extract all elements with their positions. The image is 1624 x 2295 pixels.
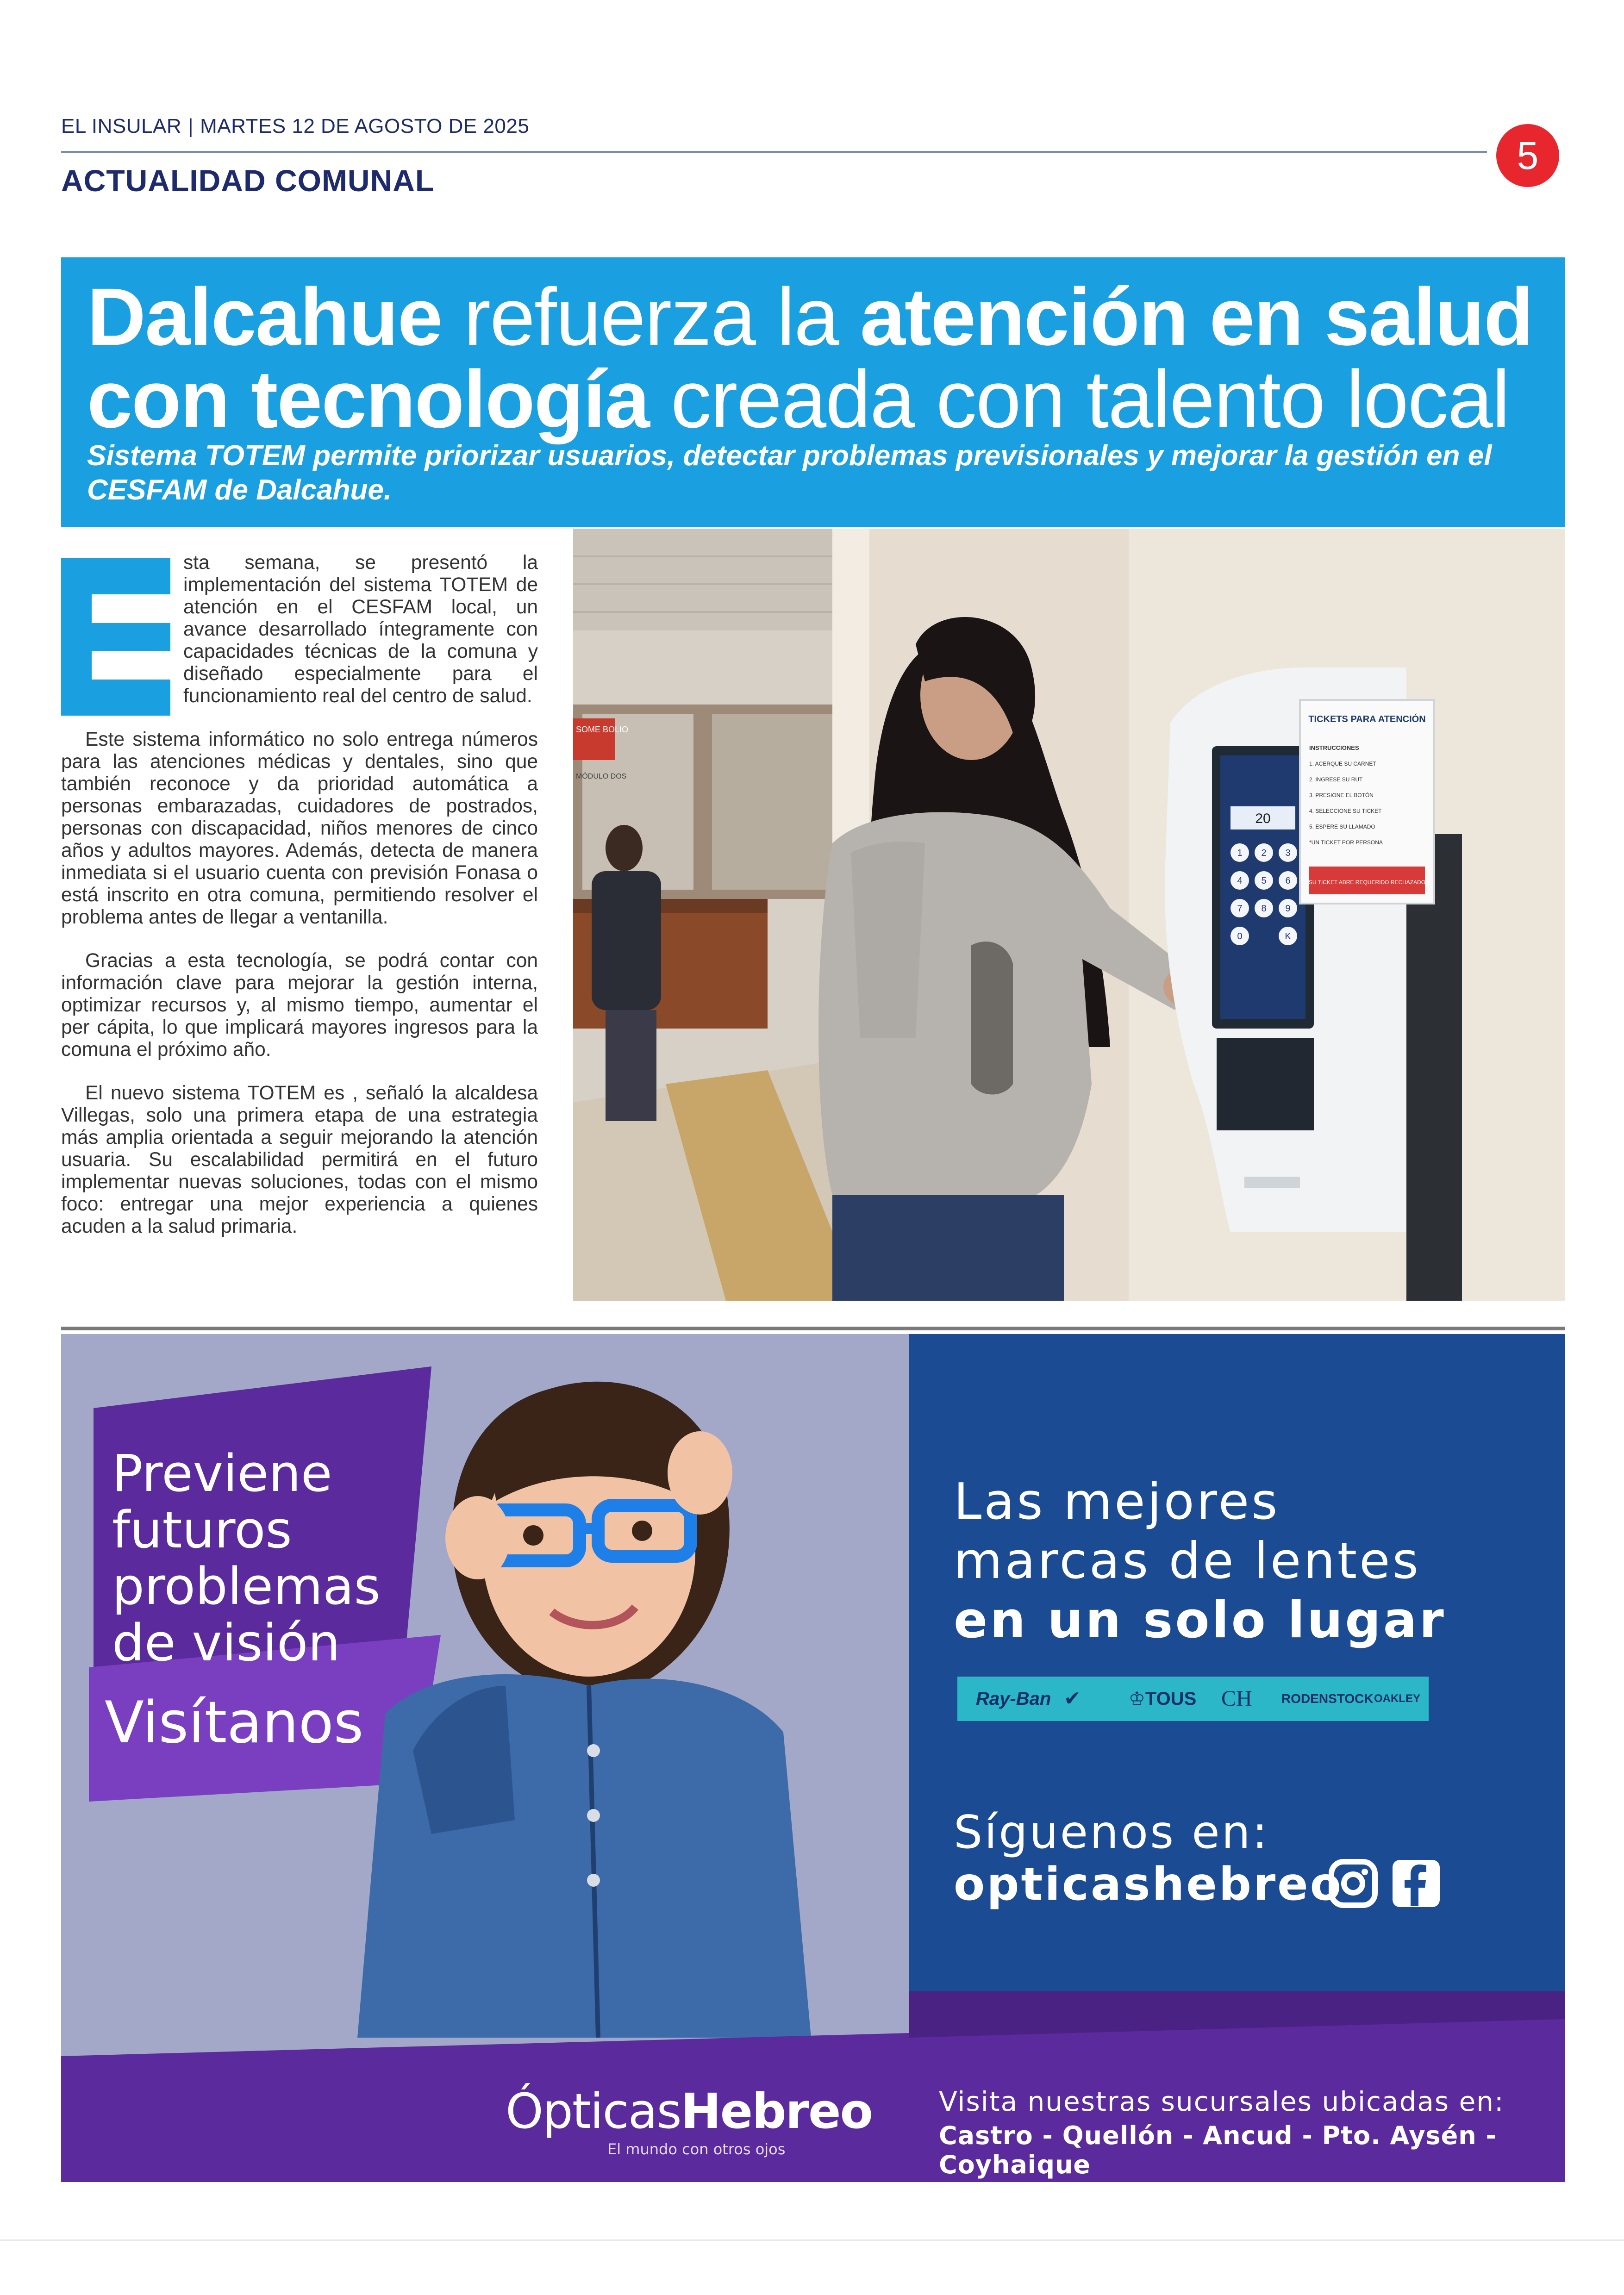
kiosk-key-label: K — [1285, 931, 1291, 942]
headline-part: refuerza la — [442, 272, 860, 362]
brand-logo-tous: ♔TOUS — [1129, 1689, 1197, 1709]
brand-logo-strip — [957, 1677, 1429, 1721]
article-paragraph: sta semana, se presentó la implementación del sistema TOTEM de atención en el CESFAM local, un avance desarrollado íntegramente con capacidades técnicas de la comuna y diseñado especialmente para el funcionamiento real del centro de salud. — [183, 552, 538, 707]
ad-logo-light: Ópticas — [506, 2083, 681, 2139]
ad-branches: Castro - Quellón - Ancud - Pto. Aysén - Coyhaique — [939, 2121, 1497, 2179]
masthead-separator: | — [188, 115, 194, 137]
headline-part: Dalcahue — [87, 272, 442, 362]
ad-headline-line: futuros — [112, 1500, 292, 1559]
kiosk-key-label: 0 — [1237, 931, 1243, 942]
article-paragraph: Gracias a esta tecnología, se podrá contar con información clave para mejorar la gestión interna, optimizar recursos y, al mismo tiempo, aumentar el per cápita, lo que implicará mayores ingresos para la comuna el próximo año. — [61, 950, 538, 1060]
kiosk-sign-heading: INSTRUCCIONES — [1309, 744, 1359, 751]
article-paragraph: El nuevo sistema TOTEM es , señaló la alcaldesa Villegas, solo una primera etapa de una estrategia más amplia orientada a seguir mejorando la atención usuaria. Su escalabilidad permitirá en el futuro implementar nuevas soluciones, todas con el mismo foco: entregar una mejor experiencia a quienes acuden a la salud primaria. — [61, 1082, 538, 1237]
kiosk-key-label: 4 — [1237, 876, 1243, 886]
page-number-badge: 5 — [1496, 124, 1559, 187]
brand-logo-nike: ✔ — [1064, 1687, 1081, 1710]
footer-rule — [0, 2239, 1624, 2241]
ad-brands-headline: marcas de lentes — [954, 1532, 1421, 1590]
girl-shirt — [357, 1674, 811, 2038]
ad-logo-bold: Hebreo — [681, 2083, 872, 2139]
headline-part: con tecnología — [87, 354, 649, 445]
brand-logo-ch: CH — [1221, 1686, 1252, 1711]
article-paragraph: Este sistema informático no solo entrega números para las atenciones médicas y dentales, sino que también reconoce y da prioridad automática a personas embarazadas, cuidadores de postrados, personas con discapacidad, niños menores de cinco años y adultos mayores. Además, detecta de manera inmediata si el usuario cuenta con previsión Fonasa o está inscrito en otra comuna, permitiendo resolver el problema antes de llegar a ventanilla. — [61, 729, 538, 928]
ad-follow-label: Síguenos en: — [954, 1806, 1269, 1859]
ad-social-handle: opticashebreo — [954, 1858, 1343, 1911]
ad-cta: Visítanos — [105, 1690, 364, 1756]
ad-tagline: El mundo con otros ojos — [607, 2140, 786, 2158]
kiosk-sign-step: 3. PRESIONE EL BOTÓN — [1309, 792, 1374, 798]
kiosk-key-label: 7 — [1237, 904, 1243, 914]
kiosk-screen-value: 20 — [1255, 811, 1271, 826]
section-divider — [61, 1327, 1565, 1330]
ad-headline — [112, 1445, 436, 1671]
brand-logo-rodenstock: RODENSTOCK — [1281, 1691, 1374, 1706]
ad-brands-headline: Las mejores — [954, 1473, 1280, 1531]
ad-headline-line: de visión — [112, 1613, 341, 1672]
kiosk-sign-step: 2. INGRESE SU RUT — [1309, 776, 1363, 783]
drop-cap — [61, 558, 170, 716]
article-photo — [573, 529, 1565, 1301]
headline-banner — [61, 257, 1565, 527]
kiosk-sign-step: 1. ACERQUE SU CARNET — [1309, 761, 1376, 767]
kiosk-sign-note: SU TICKET ABRE REQUERIDO RECHAZADO — [1308, 879, 1426, 886]
article-body — [61, 552, 538, 1259]
kiosk-sign-step: 5. ESPERE SU LLAMADO — [1309, 823, 1375, 830]
instagram-icon — [1328, 1858, 1379, 1909]
brand-logo-rayban: Ray-Ban — [976, 1689, 1051, 1709]
issue-date: MARTES 12 DE AGOSTO DE 2025 — [200, 115, 530, 137]
subheadline: Sistema TOTEM permite priorizar usuarios, detectar problemas previsionales y mejorar la gestión en el CESFAM de Dalcahue. — [87, 440, 1492, 506]
advertisement — [61, 1334, 1565, 2182]
kiosk-key-label: 2 — [1261, 848, 1267, 858]
kiosk-sign-step: 4. SELECCIONE SU TICKET — [1309, 808, 1382, 814]
brand-logo-oakley: OAKLEY — [1374, 1692, 1421, 1705]
headline-part: creada con talento local — [649, 354, 1509, 445]
kiosk-key-label: 5 — [1261, 876, 1267, 886]
ad-logo — [506, 2083, 872, 2139]
kiosk-key-label: 6 — [1285, 876, 1291, 886]
section-title: ACTUALIDAD COMUNAL — [61, 163, 435, 198]
ad-branches-label: Visita nuestras sucursales ubicadas en: — [939, 2086, 1505, 2117]
headline — [87, 272, 1545, 445]
facebook-icon — [1391, 1858, 1442, 1909]
headline-part: atención en salud — [860, 272, 1533, 362]
kiosk-key-label: 9 — [1285, 904, 1291, 914]
ad-brands-headline: en un solo lugar — [954, 1591, 1446, 1649]
kiosk-key-label: 8 — [1261, 904, 1267, 914]
kiosk-key-label: 1 — [1237, 848, 1243, 858]
kiosk-key-label: 3 — [1285, 848, 1291, 858]
ad-headline-line: problemas — [112, 1557, 381, 1616]
window-sign-text: SOME BOLIO — [576, 725, 629, 734]
publication-name: EL INSULAR — [61, 115, 182, 137]
kiosk-sign-title: TICKETS PARA ATENCIÓN — [1308, 714, 1426, 724]
window-sign-text: MÓDULO DOS — [576, 773, 627, 780]
kiosk-sign-step: *UN TICKET POR PERSONA — [1309, 839, 1383, 846]
masthead — [61, 115, 529, 138]
ad-headline-line: Previene — [112, 1444, 332, 1503]
header-rule — [61, 151, 1487, 153]
